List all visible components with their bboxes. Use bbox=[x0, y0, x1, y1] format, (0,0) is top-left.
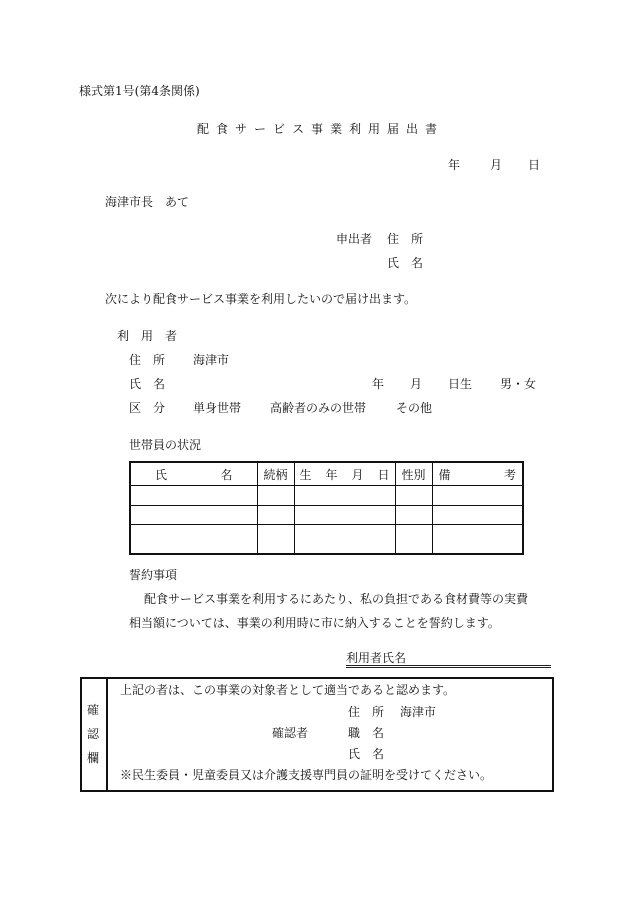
row-3-notes-cell[interactable] bbox=[432, 525, 523, 554]
row-2-sex-cell[interactable] bbox=[395, 505, 432, 525]
row-2-relation-cell[interactable] bbox=[257, 505, 294, 525]
category-other: その他 bbox=[396, 401, 433, 415]
addressee: 海津市長 あて bbox=[105, 195, 190, 209]
applicant-label: 申出者 bbox=[336, 232, 373, 246]
pledge-line-1: 配食サービス事業を利用するにあたり、私の負担である食材費等の実費 bbox=[144, 592, 529, 606]
pledge-heading: 誓約事項 bbox=[129, 568, 178, 582]
user-address-label: 住 所 bbox=[129, 353, 166, 367]
date-year-label: 年 bbox=[448, 158, 461, 172]
col-notes-header bbox=[432, 462, 523, 486]
row-1-relation-cell[interactable] bbox=[257, 486, 294, 506]
pledge-line-2: 相当額については、事業の利用時に市に納入することを誓約します。 bbox=[129, 616, 500, 630]
side-char-1: 確 bbox=[87, 703, 100, 717]
col-dob-char-4: 日 bbox=[377, 467, 390, 482]
col-dob-header bbox=[294, 462, 395, 486]
col-notes-char-1: 備 bbox=[438, 467, 451, 482]
category-single: 単身世帯 bbox=[193, 401, 242, 415]
confirmer-label: 確認者 bbox=[272, 726, 309, 740]
col-dob-char-1: 生 bbox=[299, 467, 312, 482]
user-name-label: 氏 名 bbox=[129, 377, 166, 391]
row-2-dob-cell[interactable] bbox=[294, 505, 395, 525]
row-2-notes-cell[interactable] bbox=[432, 505, 523, 525]
row-3-relation-cell[interactable] bbox=[257, 525, 294, 554]
confirm-name-label: 氏 名 bbox=[348, 747, 385, 761]
col-sex-header: 性別 bbox=[395, 462, 432, 486]
row-3-dob-cell[interactable] bbox=[294, 525, 395, 554]
sex-options: 男・女 bbox=[500, 377, 537, 391]
side-char-3: 欄 bbox=[87, 751, 100, 765]
table-row bbox=[130, 525, 523, 554]
date-day-label: 日 bbox=[528, 158, 541, 172]
row-3-name-cell[interactable] bbox=[130, 525, 257, 554]
confirmation-side-column bbox=[82, 679, 108, 790]
confirmation-statement: 上記の者は、この事業の対象者として適当であると認めます。 bbox=[120, 683, 456, 697]
table-row bbox=[130, 486, 523, 506]
row-1-notes-cell[interactable] bbox=[432, 486, 523, 506]
confirm-address-value: 海津市 bbox=[400, 705, 437, 719]
row-2-name-cell[interactable] bbox=[130, 505, 257, 525]
confirm-position-label: 職 名 bbox=[348, 726, 385, 740]
applicant-address-label: 住 所 bbox=[387, 232, 424, 246]
dob-day-label: 日生 bbox=[448, 377, 473, 391]
row-1-dob-cell[interactable] bbox=[294, 486, 395, 506]
category-label: 区 分 bbox=[129, 401, 166, 415]
confirmation-note: ※民生委員・児童委員又は介護支援専門員の証明を受けてください。 bbox=[120, 768, 493, 782]
applicant-name-label: 氏 名 bbox=[387, 256, 424, 270]
household-table bbox=[129, 461, 524, 555]
dob-month-label: 月 bbox=[410, 377, 423, 391]
form-number: 様式第1号(第4条関係) bbox=[79, 84, 200, 98]
date-month-label: 月 bbox=[490, 158, 503, 172]
user-heading: 利 用 者 bbox=[117, 329, 178, 343]
side-char-2: 認 bbox=[87, 727, 100, 741]
category-elderly-only: 高齢者のみの世帯 bbox=[270, 401, 367, 415]
row-1-name-cell[interactable] bbox=[130, 486, 257, 506]
col-relation-header: 続柄 bbox=[257, 462, 294, 486]
table-header-row bbox=[130, 462, 523, 486]
user-address-value: 海津市 bbox=[193, 353, 230, 367]
confirmation-box bbox=[80, 677, 554, 792]
household-heading: 世帯員の状況 bbox=[129, 438, 202, 452]
confirm-address-label: 住 所 bbox=[348, 705, 385, 719]
col-dob-char-2: 年 bbox=[325, 467, 338, 482]
signature-label: 利用者氏名 bbox=[346, 651, 407, 665]
col-notes-char-2: 考 bbox=[503, 467, 516, 482]
dob-year-label: 年 bbox=[372, 377, 385, 391]
row-1-sex-cell[interactable] bbox=[395, 486, 432, 506]
col-name-header bbox=[130, 462, 257, 486]
intro-text: 次により配食サービス事業を利用したいので届け出ます。 bbox=[105, 292, 417, 306]
table-row bbox=[130, 505, 523, 525]
row-3-sex-cell[interactable] bbox=[395, 525, 432, 554]
col-dob-char-3: 月 bbox=[351, 467, 364, 482]
signature-line[interactable] bbox=[346, 651, 551, 668]
col-name-char-1: 氏 bbox=[155, 467, 168, 482]
page-title: 配食サービス事業利用届出書 bbox=[197, 122, 445, 136]
col-name-char-2: 名 bbox=[220, 467, 233, 482]
